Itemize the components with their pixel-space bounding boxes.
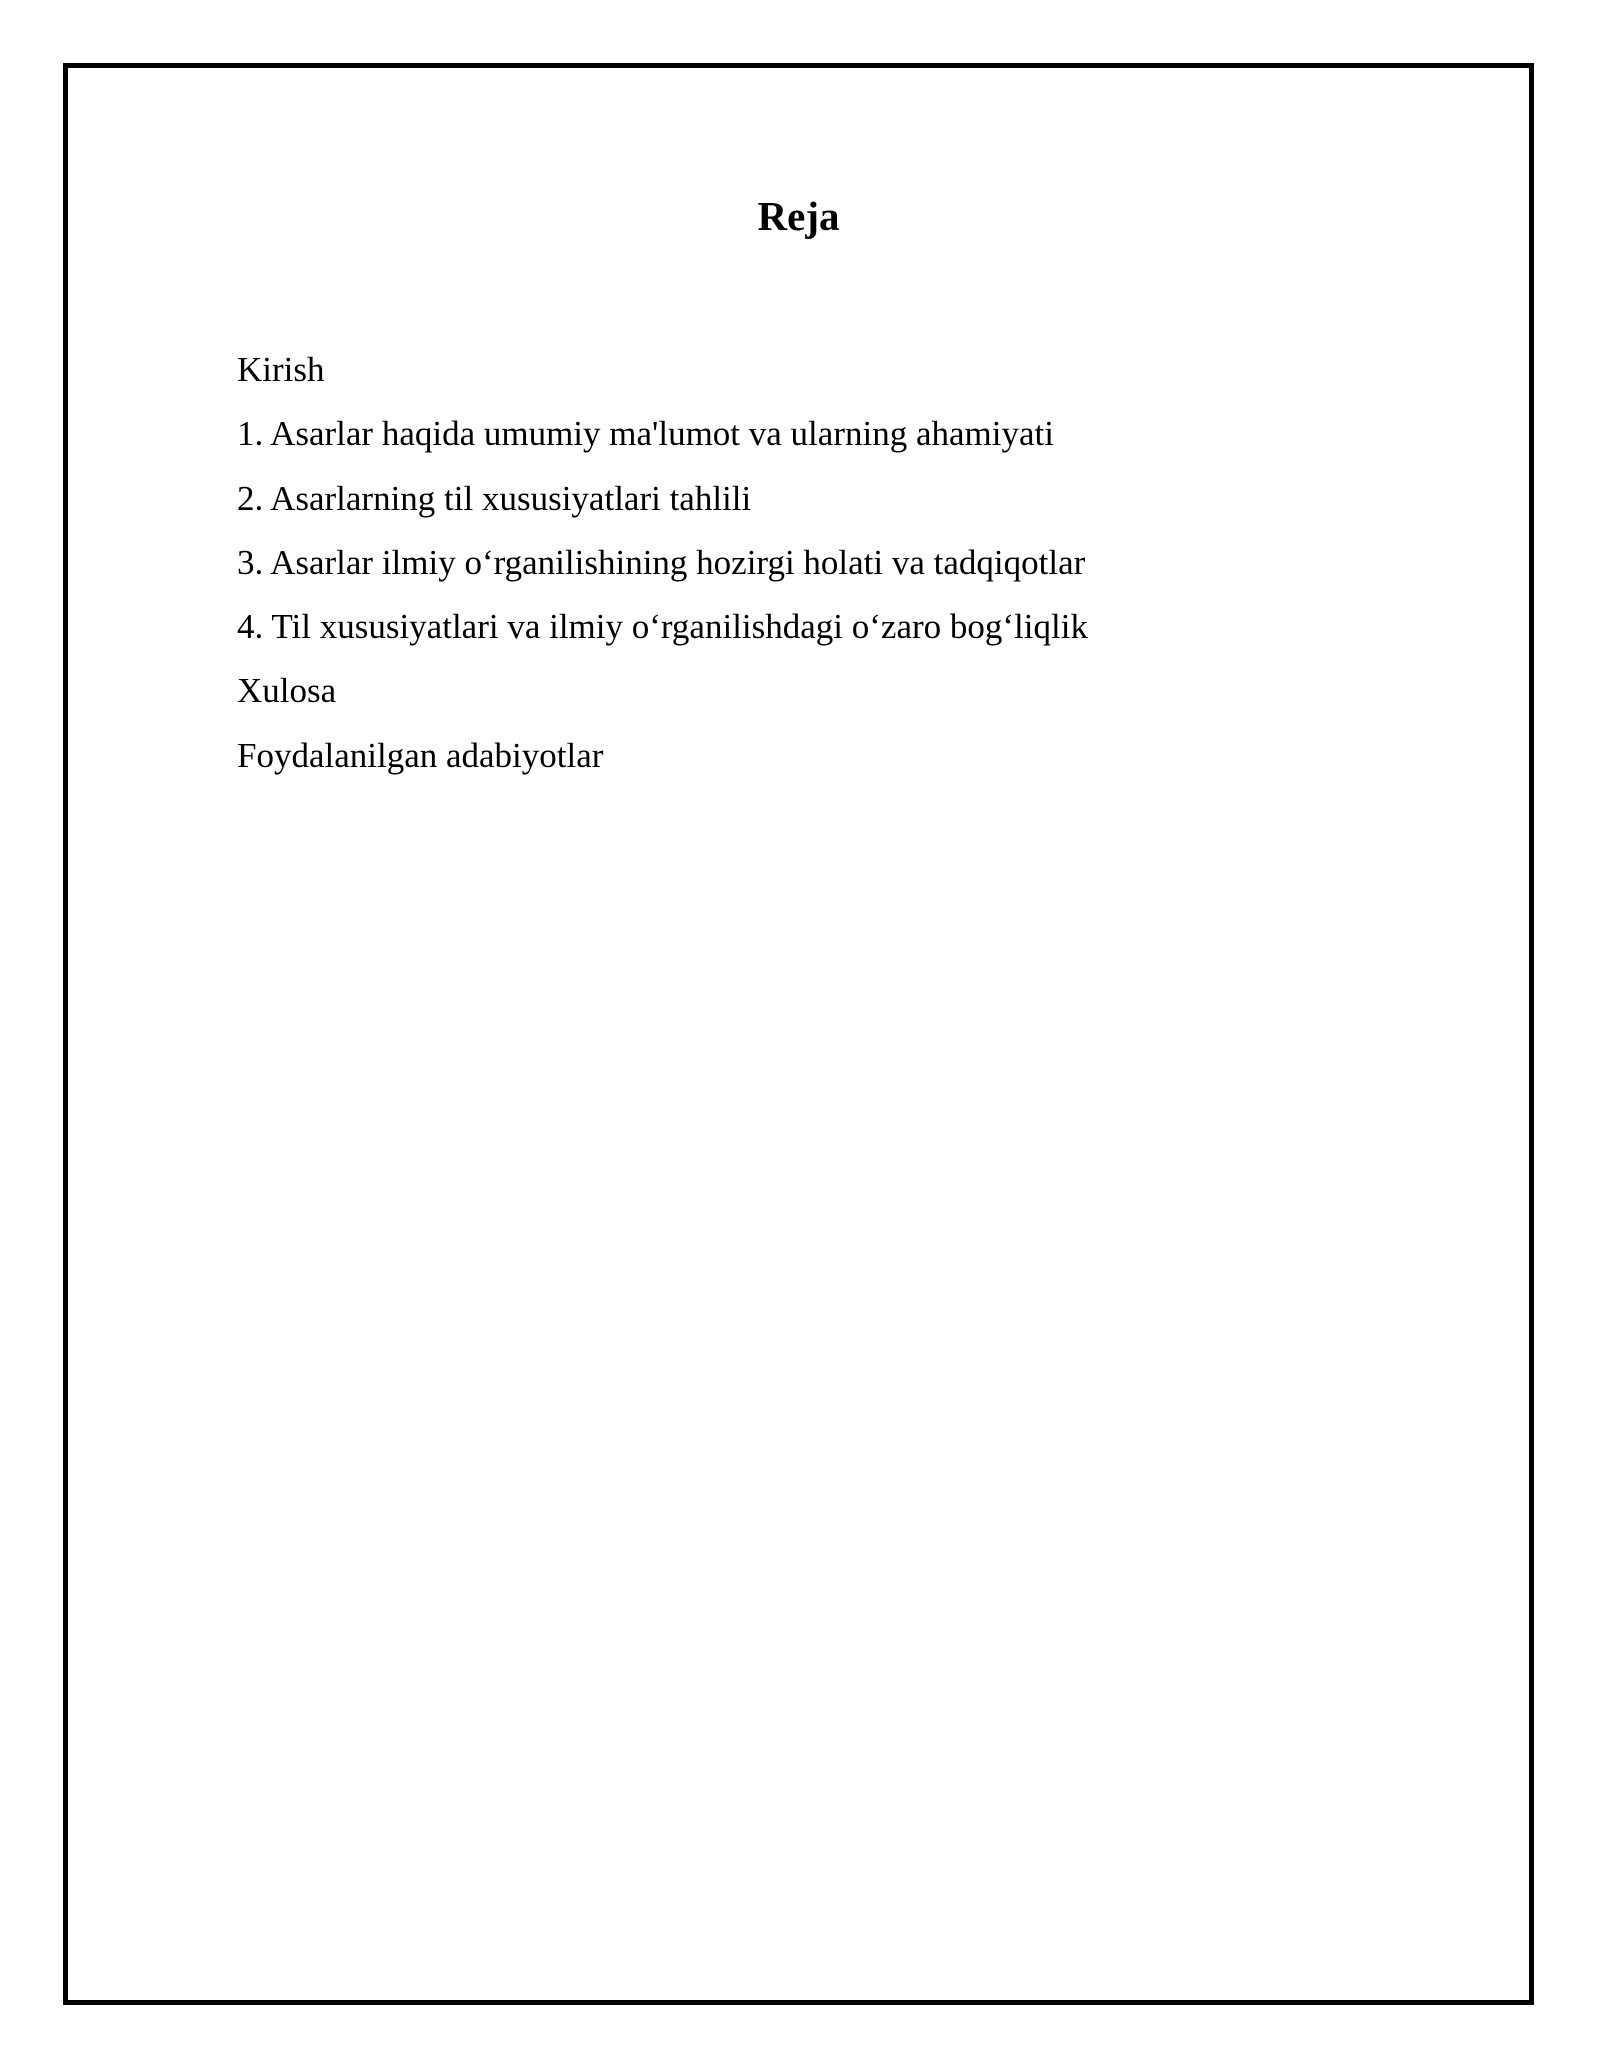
page-title: Reja bbox=[757, 193, 840, 239]
plan-item-2: 2. Asarlarning til xususiyatlari tahlili bbox=[237, 478, 752, 518]
plan-list bbox=[237, 338, 1088, 788]
plan-item-introduction: Kirish bbox=[237, 350, 325, 389]
plan-item-references: Foydalanilgan adabiyotlar bbox=[237, 735, 604, 775]
plan-item-conclusion: Xulosa bbox=[237, 671, 337, 711]
plan-item-4: 4. Til xususiyatlari va ilmiy o‘rganilishdagi o‘zaro bog‘liqlik bbox=[237, 607, 1088, 647]
plan-item-3: 3. Asarlar ilmiy o‘rganilishining hozirgi holati va tadqiqotlar bbox=[237, 542, 1086, 582]
page-frame bbox=[63, 63, 1534, 2005]
plan-item-1: 1. Asarlar haqida umumiy ma'lumot va ularning ahamiyati bbox=[237, 414, 1054, 454]
